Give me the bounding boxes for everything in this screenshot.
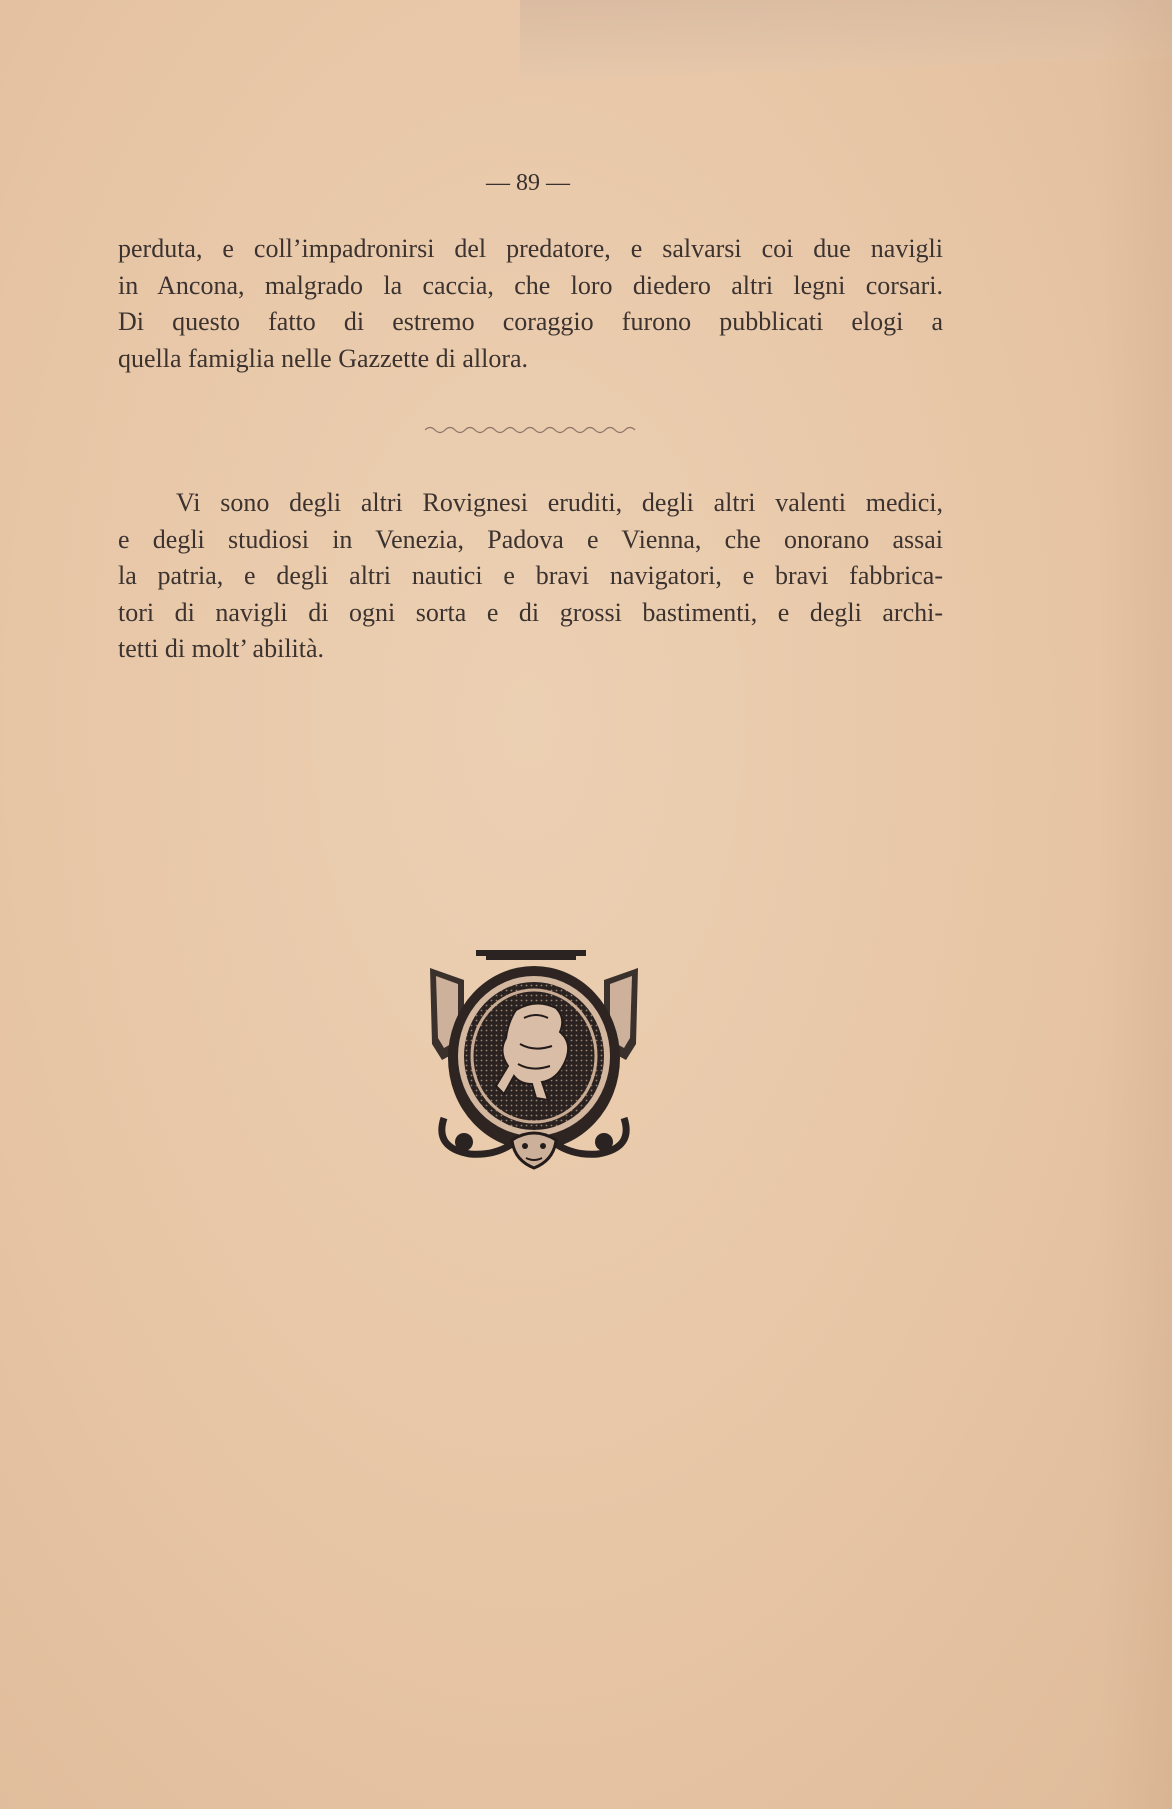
text-line: la patria, e degli altri nautici e bravi navigatori, e bravi fabbrica- (118, 561, 943, 590)
text-line: perduta, e coll’impadronirsi del predatore, e salvarsi coi due navigli (118, 234, 943, 263)
paper-edge-shadow (1100, 0, 1172, 1809)
wavy-rule-icon (425, 424, 640, 436)
text-line: in Ancona, malgrado la caccia, che loro diedero altri legni corsari. (118, 270, 943, 300)
heraldic-shield-lion-icon (424, 948, 644, 1173)
paragraph-1 (118, 231, 943, 377)
text-line: tetti di molt’ abilità. (118, 634, 325, 663)
text-line: e degli studiosi in Venezia, Padova e Vienna, che onorano assai (118, 524, 943, 554)
paper-stain (520, 0, 1172, 80)
paragraph-2 (118, 485, 943, 668)
page-number: — 89 — (486, 170, 570, 196)
text-line: Di questo fatto di estremo coraggio furono pubblicati elogi a (118, 307, 943, 336)
text-line: Vi sono degli altri Rovignesi eruditi, degli altri valenti medici, (176, 488, 943, 517)
text-line: tori di navigli di ogni sorta e di grossi bastimenti, e degli archi- (118, 597, 943, 627)
text-line: quella famiglia nelle Gazzette di allora. (118, 343, 529, 373)
